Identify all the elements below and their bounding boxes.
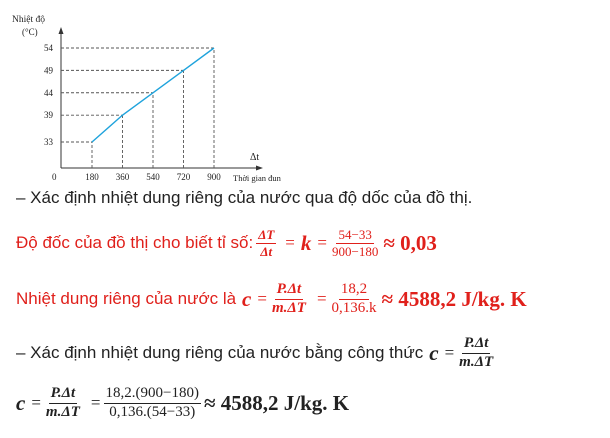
equals-sign: = — [285, 233, 295, 253]
guide-lines — [61, 48, 214, 168]
line-slope-intro — [16, 188, 472, 208]
calc-formula-fraction — [44, 386, 82, 421]
y-tick-labels — [44, 43, 54, 147]
line-formula-intro — [16, 336, 498, 371]
equals-sign: = — [316, 289, 327, 309]
slope-denominator: 900−180 — [331, 243, 379, 259]
y-tick-label: 49 — [44, 65, 53, 76]
specific-heat-text: Nhiệt dung riêng của nước là — [16, 289, 237, 309]
calc-values-numerator: 18,2.(900−180) — [104, 386, 201, 404]
delta-ratio-numerator: ΔT — [258, 227, 275, 242]
slope-ratio-text: Độ đốc của đồ thị cho biết tỉ số: — [16, 233, 254, 253]
slope-result: ≈ 0,03 — [383, 230, 437, 255]
x-tick-label: 900 — [207, 172, 221, 182]
y-tick-label: 44 — [44, 87, 53, 98]
x-tick-labels — [85, 172, 221, 182]
calc-formula-numerator: P.Δt — [49, 386, 78, 404]
specific-heat-result: ≈ 4588,2 J/kg. K — [381, 286, 527, 311]
temperature-time-chart — [0, 0, 300, 190]
x-axis-label: Thời gian đun — [233, 173, 281, 183]
y-tick-label: 33 — [44, 137, 53, 147]
line-specific-heat-slope — [16, 282, 527, 317]
calc-values-denominator: 0,136.(54−33) — [109, 403, 196, 420]
slope-k: k — [300, 230, 312, 255]
origin-label: 0 — [52, 172, 57, 182]
calc-result: ≈ 4588,2 J/kg. K — [203, 390, 350, 415]
line-calculation — [16, 386, 349, 421]
y-axis-arrow-icon — [59, 27, 64, 34]
equals-sign: = — [444, 343, 455, 363]
x-tick-label: 540 — [146, 172, 160, 182]
equals-sign: = — [257, 289, 267, 309]
substitution-numerator: 18,2 — [339, 282, 369, 300]
delta-ratio-denominator: Δt — [260, 243, 273, 259]
slope-value-fraction — [330, 228, 380, 258]
symbol-c: c — [16, 390, 26, 415]
x-axis-delta-label: Δt — [250, 152, 260, 163]
substitution-denominator: 0,136.k — [331, 299, 377, 316]
intro-formula-denominator: m.ΔT — [459, 353, 494, 370]
y-tick-label: 54 — [44, 43, 53, 53]
intro-formula-fraction — [457, 336, 495, 371]
y-axis-label-line2: (°C) — [22, 27, 38, 37]
symbol-c: c — [429, 340, 439, 365]
delta-ratio-fraction — [256, 228, 276, 258]
intro-formula-numerator: P.Δt — [462, 336, 491, 354]
y-axis-label-line1: Nhiệt độ — [12, 15, 45, 25]
line-slope-ratio — [16, 228, 437, 258]
slope-numerator: 54−33 — [338, 227, 372, 242]
calc-formula-denominator: m.ΔT — [45, 403, 80, 420]
equals-sign: = — [317, 233, 327, 253]
x-axis-arrow-icon — [256, 166, 263, 171]
x-tick-label: 360 — [115, 172, 130, 182]
slope-intro-text: – Xác định nhiệt dung riêng của nước qua độ dốc của đồ thị. — [16, 188, 473, 207]
x-tick-label: 720 — [176, 172, 191, 182]
formula-fraction — [270, 282, 308, 317]
formula-intro-text: – Xác định nhiệt dung riêng của nước bằng công thức — [16, 343, 424, 363]
x-tick-label: 180 — [85, 172, 99, 182]
y-tick-label: 39 — [44, 110, 53, 121]
formula-numerator: P.Δt — [275, 282, 304, 300]
symbol-c: c — [242, 286, 252, 311]
equals-sign: = — [90, 393, 101, 413]
formula-denominator: m.ΔT — [271, 299, 306, 316]
equals-sign: = — [31, 393, 41, 413]
calc-values-fraction — [104, 386, 201, 421]
substitution-fraction — [330, 282, 379, 317]
